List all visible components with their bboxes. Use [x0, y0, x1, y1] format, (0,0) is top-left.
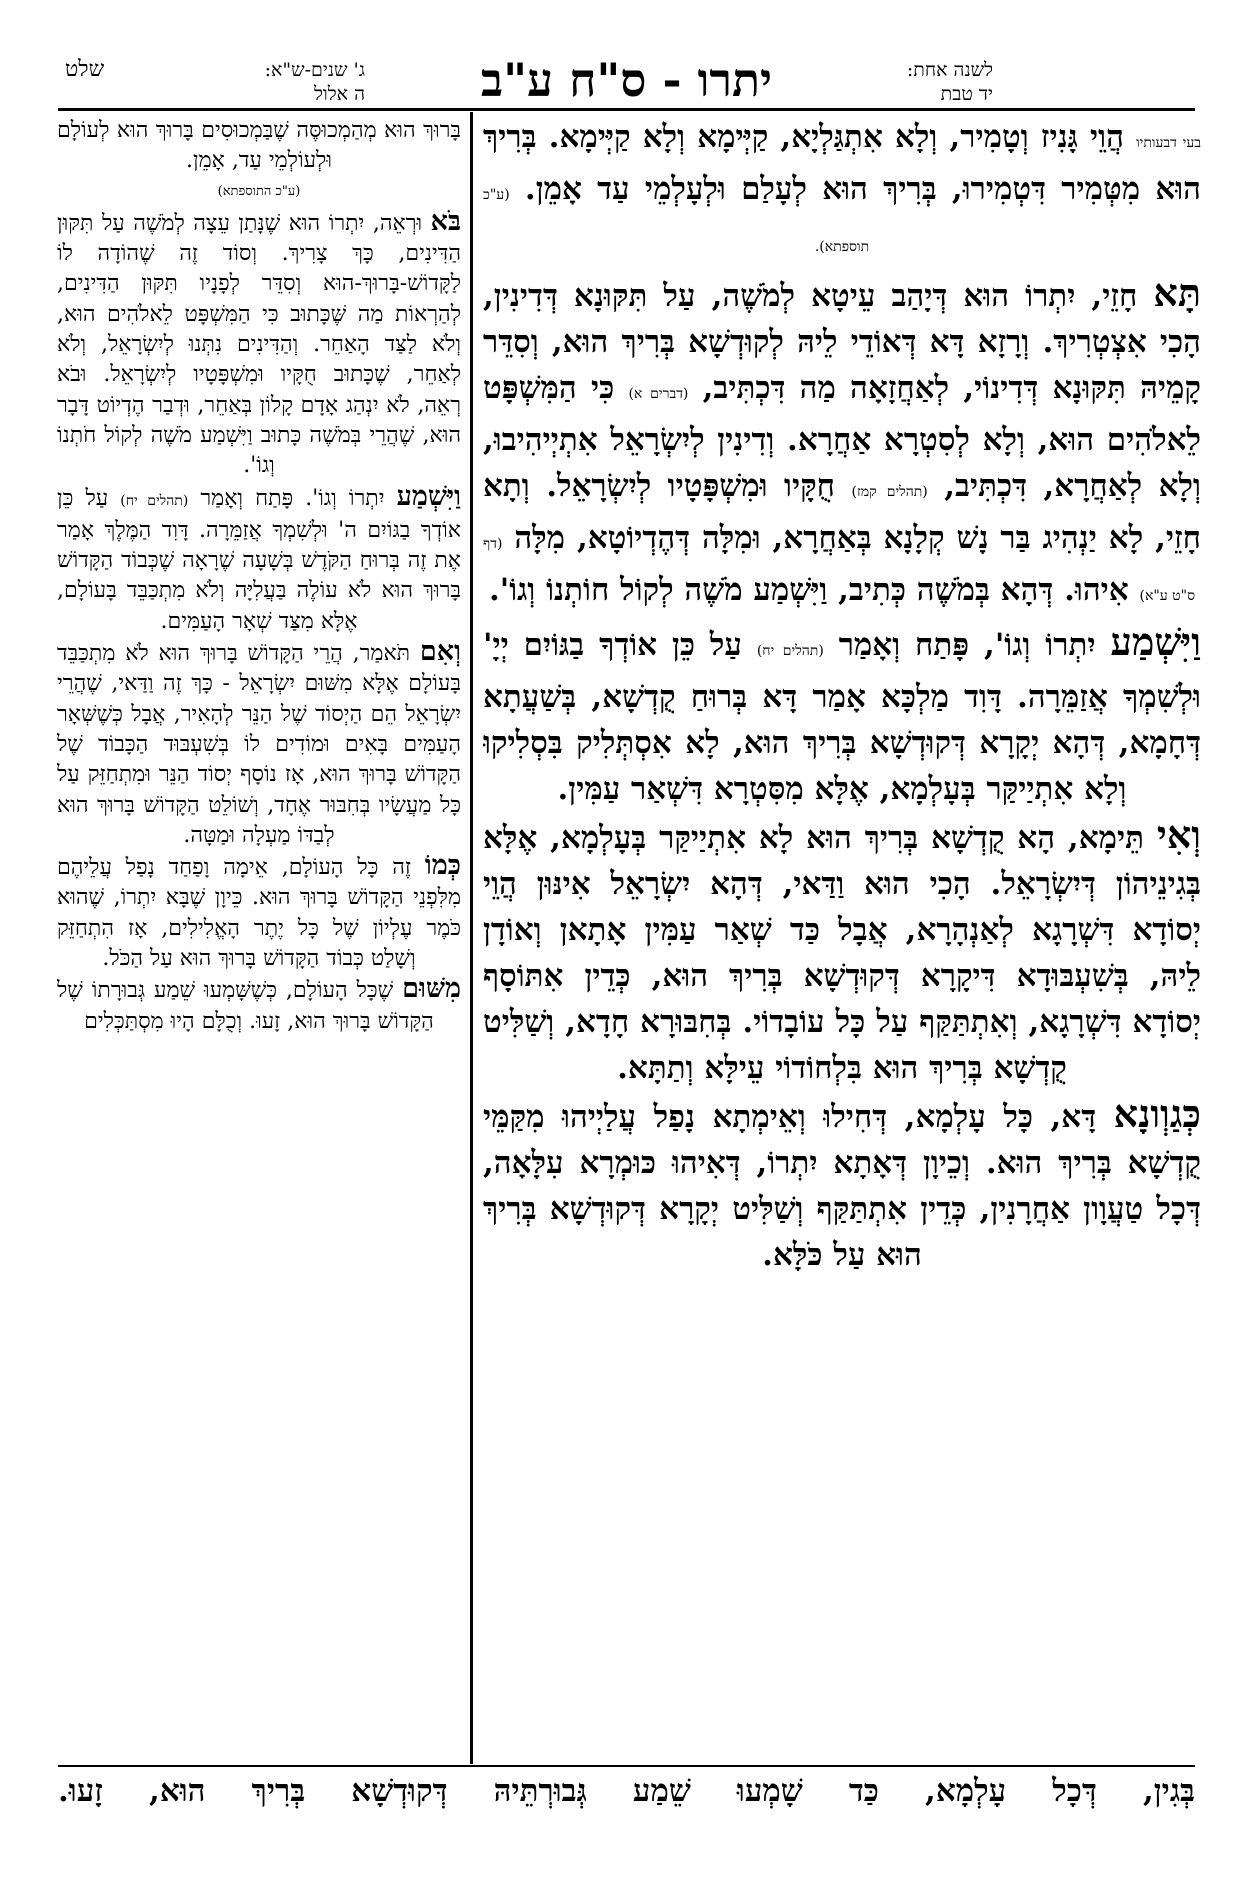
opening-word: מִשּׁוּם [402, 973, 461, 1005]
paragraph-text: אִיהוּ. דְּהָא בְּמֹשֶׁה כְּתִיב, וַיִּשְׁמַע מֹשֶׁה לְקוֹל חוֹתְנוֹ וְגוֹ'. [488, 572, 1140, 608]
side-paragraph-2 [57, 177, 461, 207]
three-year-cycle-label: ג' שנים-ש"א: [264, 59, 365, 81]
paragraph-text: בָּרוּךְ הוּא מְהַמְכוּסֶּה שֶׁבַּמְכוּסִים בָּרוּךְ הוּא לְעוֹלָם וּלְעוֹלְמֵי עַד, אָמֵן. [57, 118, 461, 174]
footer-continuation-line: בְּגִין, דְּכָל עָלְמָא, כַּד שָׁמְעוּ שֵׁמַע גְּבוּרְתֵּיהּ דְּקוּדְשָׁא בְּרִיךְ הוּא, זָעוּ. [58, 1773, 1195, 1809]
main-paragraph-4 [483, 812, 1201, 1091]
paragraph-text: יִתְרוֹ וְגוֹ', פָּתַח וְאָמַר [823, 627, 1111, 663]
main-paragraph-2 [483, 270, 1201, 619]
three-year-cycle-date: ה אלול [313, 83, 365, 105]
citation: (תהלים יח) [120, 492, 189, 509]
paragraph-text: שֶׁכָּל הָעוֹלָם, כְּשֶׁשָּׁמְעוּ שֵׁמַע גְּבוּרָתוֹ שֶׁל הַקָּדוֹשׁ בָּרוּךְ הוּא, זָעוּ. וְכֻלָּם הָיוּ מִסְתַּכְּלִים [57, 978, 434, 1034]
citation: (תהלים קמז) [851, 484, 928, 500]
side-paragraph-1 [57, 116, 461, 177]
opening-word: בֹּא [430, 205, 461, 237]
opening-word: וַיִּשְׁמַע [1110, 619, 1201, 664]
paragraph-text: הֲוֵי גָּנִיז וְטָמִיר, וְלָא אִתְגַּלְיָא, קַיְּימָא וְלָא קַיְּימָא. בְּרִיךְ הוּא מִטְּמִיר דִּטְמִירוּ, בְּרִיךְ הוּא לְעָלַם וּלְעָלְמֵי עַד אָמֵן. [483, 119, 1201, 207]
citation: (ע"כ תוספתא). [483, 187, 870, 255]
translation-column [57, 116, 461, 1762]
citation: (תהלים יח) [756, 643, 824, 659]
paragraph-text: דָּא, כָּל עָלְמָא, דְּחִילוּ וְאֵימְתָא נָפַל עֲלַיְיהוּ מִקַּמֵּי קֻדְשָׁא בְּרִיךְ הוּא. וְכֵיוָן דְּאָתָא יִתְרוֹ, דְּאִיהוּ כּוּמְרָא עִלָּאָה, דְּכָל טַעֲוָון אַחֲרָנִין, כְּדֵין אִתְתַּקַּף וְשַׁלִּיט יְקָרָא דְּקוּדְשָׁא בְּרִיךְ הוּא עַל כֹּלָּא. [483, 1099, 1201, 1273]
paragraph-text: חֻקָּיו וּמִשְׁפָּטָיו לְיִשְׂרָאֵל. וְתָא חָזֵי, לָא יַנְהִיג בַּר נָשׁ קְלָנָא בְּאַחֲרָא, וּמִלָּה דְּהֶדְיוֹטָא, מִלָּה [483, 468, 1201, 556]
opening-word: כְּמוֹ [424, 850, 461, 882]
page-number: שלט [65, 57, 105, 82]
opening-word: תָּא [1153, 270, 1201, 315]
main-text-column [483, 114, 1201, 1760]
main-paragraph-5 [483, 1091, 1201, 1278]
opening-word: וְאִי [1156, 812, 1201, 857]
opening-word: כְּגַוְונָא [1113, 1091, 1201, 1136]
citation: (ע"כ התוספתא) [217, 183, 301, 199]
opening-word: וְאִם [419, 636, 461, 668]
one-year-cycle-date: יד טבת [940, 83, 993, 105]
paragraph-text: תֵּימָא, הָא קֻדְשָׁא בְּרִיךְ הוּא לָא אִתְיַיקַּר בְּעָלְמָא, אֶלָּא בְּגִינֵיהוֹן דְּיִשְׂרָאֵל. הָכִי הוּא וַדַּאי, דְּהָא יִשְׂרָאֵל אִינּוּן הֲוֵי יְסוֹדָא דִּשְׁרָגָא לְאַנְהָרָא, אֲבָל כַּד שְׁאַר עַמִּין אָתָאן וְאוֹדָן לֵיהּ, בְּשִׁעְבּוּדָא דִּיקָרָא דְּקוּדְשָׁא בְּרִיךְ הוּא, כְּדֵין אִתּוֹסָף יְסוֹדָא דִּשְׁרָגָא, וְאִתְתַּקַּף עַל כָּל עוֹבָדוֹי. בְּחִבּוּרָא חָדָא, וְשַׁלִּיט קֻדְשָׁא בְּרִיךְ הוּא בִּלְחוֹדוֹי עֵילָּא וְתַתָּא. [483, 820, 1201, 1086]
citation: (דף ס"ט ע"א) [483, 536, 1196, 604]
paragraph-text: וּרְאֵה, יִתְרוֹ הוּא שֶׁנָּתַן עֵצָה לְמֹשֶׁה עַל תִּקּוּן הַדִּינִים, כָּךְ צָרִיךְ. וְסוֹד זֶה שֶׁהוֹדָה לוֹ לַקָּדוֹשׁ-בָּרוּךְ-הוּא וְסִדֵּר לְפָנָיו תִּקּוּן הַדִּינִים, לְהַרְאוֹת מַה שֶּׁכָּתוּב כִּי הַמִּשְׁפָּט לֵאלֹהִים הוּא, וְלֹא לַצַּד הָאַחֵר. וְהַדִּינִים נִתְּנוּ לְיִשְׂרָאֵל, וְלֹא לְאַחֵר, שֶׁכָּתוּב חֻקָּיו וּמִשְׁפָּטָיו לְיִשְׂרָאֵל. וּבֹא רְאֵה, לֹא יִנְהַג אָדָם קָלוֹן בְּאַחֵר, וּדְבַר הֶדְיוֹט דָּבָר הוּא, שֶׁהֲרֵי בְּמֹשֶׁה כָּתוּב וַיִּשְׁמַע מֹשֶׁה לְקוֹל חֹתְנוֹ וְגוֹ'. [57, 210, 461, 479]
header-rule [58, 108, 1195, 111]
main-paragraph-1 [483, 114, 1201, 270]
side-paragraph-5 [57, 637, 461, 851]
one-year-cycle-label: לשנה אחת: [906, 59, 993, 81]
paragraph-text: עַל כֵּן אוֹדְךָ בַגּוֹיִם ה' וּלְשִׁמְךָ אֲזַמֵּרָה. דָּוִד הַמֶּלֶךְ אָמַר אֶת זֶה בְּרוּחַ הַקֹּדֶשׁ בְּשָׁעָה שֶׁרָאָה שֶׁכְּבוֹד הַקָּדוֹשׁ בָּרוּךְ הוּא לֹא עוֹלֶה בַּעֲלִיָּה וְלֹא מִתְכַּבֵּד בָּעוֹלָם, אֶלָּא מִצַּד שְׁאָר הָעַמִּים. [57, 485, 461, 634]
paragraph-text: עַל כֵּן אוֹדְךָ בַגּוֹיִם יְיָ' וּלְשִׁמְךָ אֲזַמֵּרָה. דָּוִד מַלְכָּא אָמַר דָּא בְּרוּחַ קֻדְשָׁא, בְּשַׁעֲתָא דְּחָמָא, דְּהָא יְקָרָא דְּקוּדְשָׁא בְּרִיךְ הוּא, לָא אִסְתְּלִיק בִּסְלִיקוּ וְלָא אִתְיַיקַּר בְּעָלְמָא, אֶלָּא מִסִּטְרָא דִּשְׁאַר עַמִּין. [483, 627, 1201, 807]
column-divider [470, 112, 473, 1764]
paragraph-text: חָזֵי, יִתְרוֹ הוּא דְּיָהַב עֵיטָא לְמֹשֶׁה, עַל תִּקּוּנָא דְּדִינִין, הָכִי אִצְטְרִיךְ. וְרָזָא דָּא דְּאוֹדֵי לֵיהּ לְקוּדְשָׁא בְּרִיךְ הוּא, וְסִדֵּר קָמֵיהּ תִּקּוּנָא דְּדִינוֹי, לְאַחֲזָאָה מַה דִּכְתִּיב, [483, 278, 1201, 406]
side-paragraph-7 [57, 974, 461, 1037]
side-paragraph-6 [57, 851, 461, 974]
paragraph-text: יִתְרוֹ וְגוֹ'. פָּתַח וְאָמַר [188, 485, 397, 511]
page-title: יתרו - ס"ח ע"ב [480, 53, 773, 107]
paragraph-text: כִּי הַמִּשְׁפָּט לֵאלֹהִים הוּא, וְלָא לְסִטְרָא אַחֲרָא. וְדִינִין לְיִשְׂרָאֵל אִתְיְיהִיבוּ, וְלָא לְאַחֲרָא, דִּכְתִּיב, [483, 370, 1201, 504]
citation: בעי דבעותיו [1136, 135, 1201, 151]
header-left-dates [65, 58, 365, 106]
paragraph-text: זֶה כָּל הָעוֹלָם, אֵימָה וָפַחַד נָפַל עֲלֵיהֶם מִלִּפְנֵי הַקָּדוֹשׁ בָּרוּךְ הוּא. כֵּיוָן שֶׁבָּא יִתְרוֹ, שֶׁהוּא כֹּמֶר עֶלְיוֹן שֶׁל כָּל יֶתֶר הָאֱלִילִים, אָז הִתְחַזֵּק וְשָׁלַט כְּבוֹד הַקָּדוֹשׁ בָּרוּךְ הוּא עַל הַכֹּל. [57, 855, 461, 972]
citation: (דברים א) [628, 386, 689, 402]
footer-rule [58, 1765, 1195, 1767]
paragraph-text: תֹּאמַר, הֲרֵי הַקָּדוֹשׁ בָּרוּךְ הוּא לֹא מִתְכַּבֵּד בָּעוֹלָם אֶלָּא מִשּׁוּם יִשְׂרָאֵל - כָּךְ זֶה וַדַּאי, שֶׁהֲרֵי יִשְׂרָאֵל הֵם הַיְסוֹד שֶׁל הַנֵּר לְהָאִיר, אֲבָל כְּשֶׁשְּׁאָר הָעַמִּים בָּאִים וּמוֹדִים לוֹ בְּשִׁעְבּוּד הַכָּבוֹד שֶׁל הַקָּדוֹשׁ בָּרוּךְ הוּא, אָז נוֹסָף יְסוֹד הַנֵּר וּמִתְחַזֵּק עַל כָּל מַעֲשָׂיו בְּחִבּוּר אֶחָד, וְשׁוֹלֵט הַקָּדוֹשׁ בָּרוּךְ הוּא לְבַדּוֹ מַעְלָה וּמַטָּה. [57, 641, 461, 848]
main-paragraph-3 [483, 619, 1201, 812]
side-paragraph-4 [57, 482, 461, 637]
opening-word: וַיִּשְׁמַע [396, 480, 461, 512]
side-paragraph-3 [57, 207, 461, 482]
